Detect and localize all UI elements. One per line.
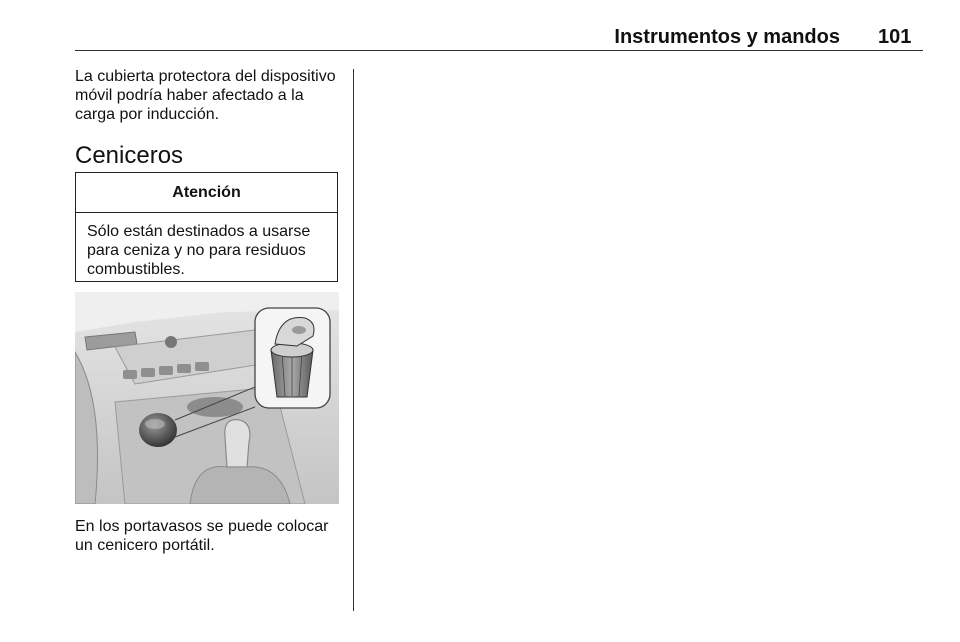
header-rule	[75, 50, 923, 51]
caption-paragraph: En los portavasos se puede colocar un cenicero portátil.	[75, 518, 329, 554]
lid-button	[292, 326, 306, 334]
cup-holder	[187, 397, 243, 417]
warning-title: Atención	[76, 173, 337, 213]
section-heading: Ceniceros	[75, 142, 184, 169]
header-title: Instrumentos y mandos	[614, 26, 840, 48]
ashtray-in-holder	[139, 413, 177, 447]
ashtray-illustration	[75, 292, 339, 504]
column-divider	[353, 69, 354, 611]
warning-box	[75, 172, 338, 282]
control-knob	[165, 336, 177, 348]
intro-paragraph: La cubierta protectora del dispositivo móvil podría haber afectado a la carga por inducción.	[75, 68, 336, 123]
ashtray-lid-highlight	[145, 419, 165, 429]
warning-body: Sólo están destinados a usarse para ceniza y no para residuos combustibles.	[87, 223, 311, 278]
gear-shifter	[225, 420, 250, 467]
page-number: 101	[878, 26, 912, 48]
